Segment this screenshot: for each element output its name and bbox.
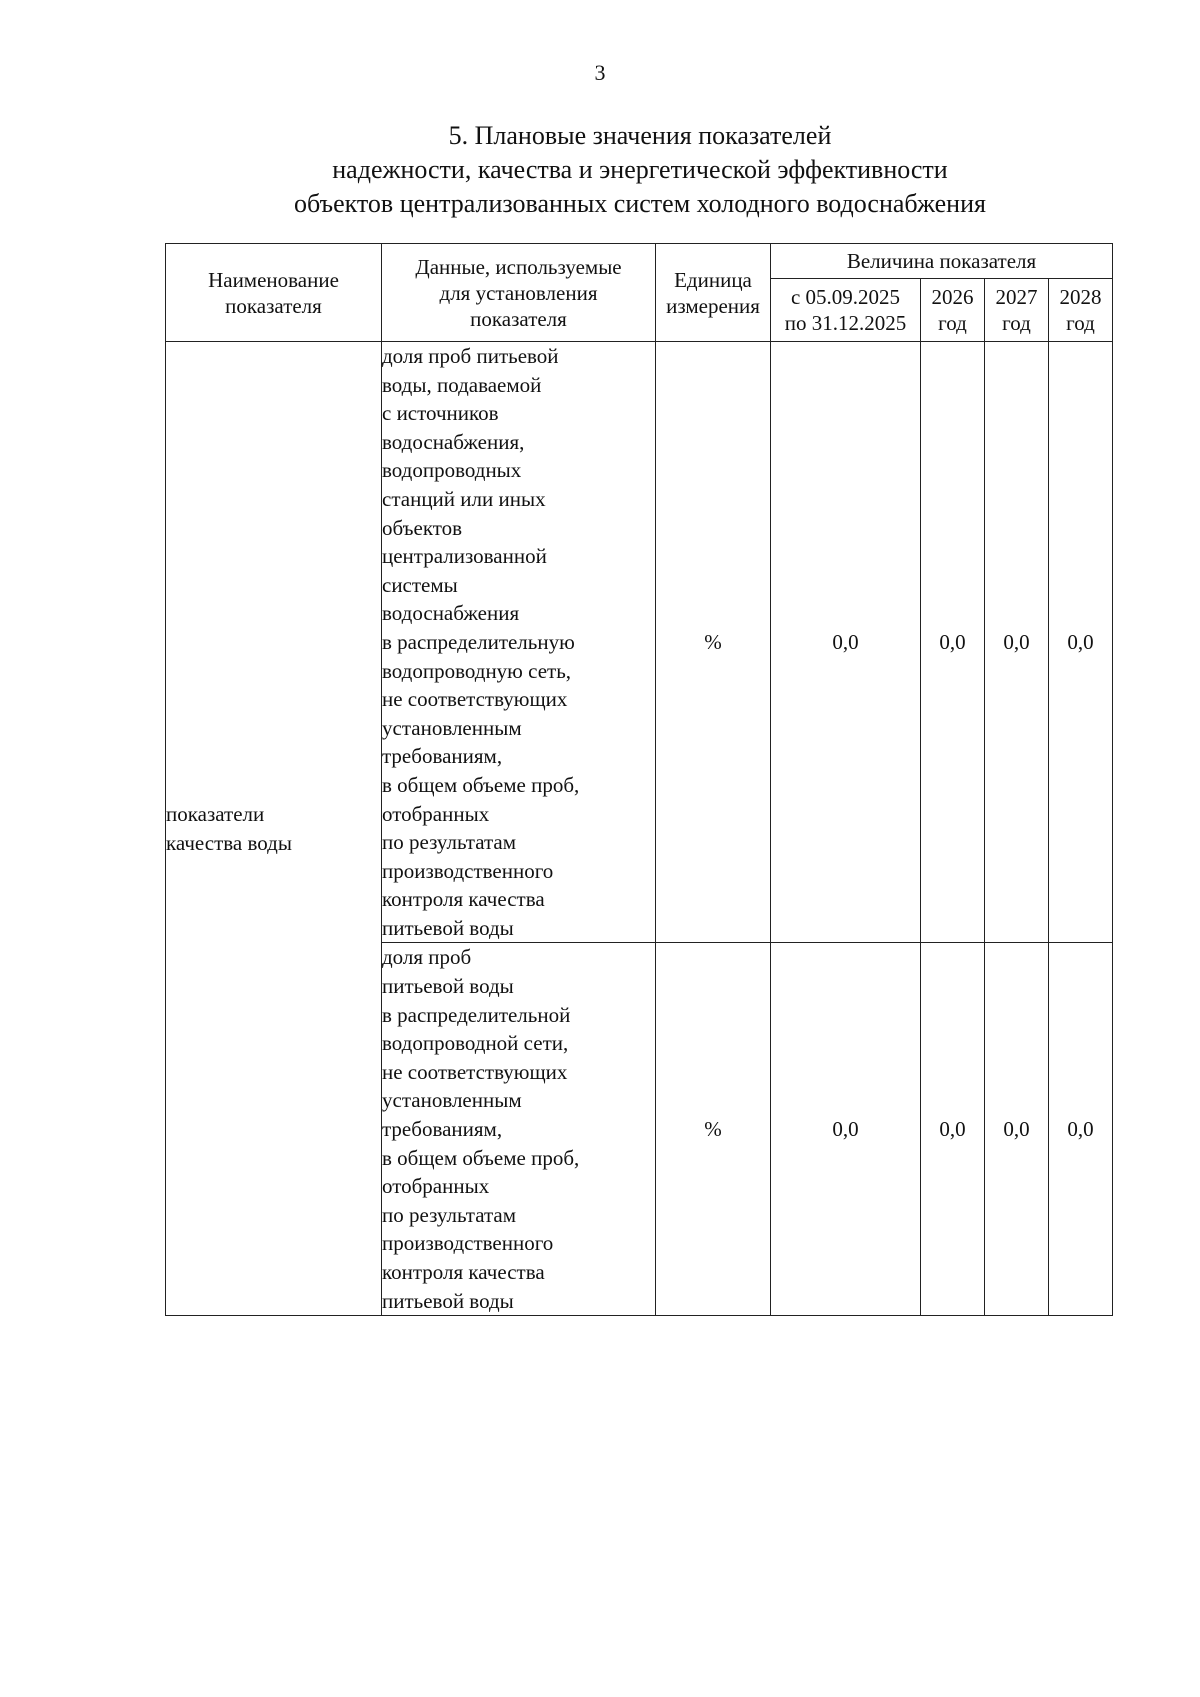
unit-cell: % xyxy=(656,943,771,1316)
value-cell: 0,0 xyxy=(771,342,921,943)
value-cell: 0,0 xyxy=(985,943,1049,1316)
header-year: 2027 год xyxy=(985,279,1049,342)
title-line: 5. Плановые значения показателей xyxy=(448,121,832,150)
header-indicator-name: Наименование показателя xyxy=(166,244,382,342)
value-cell: 0,0 xyxy=(1049,943,1113,1316)
value-cell: 0,0 xyxy=(921,943,985,1316)
title-line: объектов централизованных систем холодного водоснабжения xyxy=(294,189,986,218)
header-unit: Единица измерения xyxy=(656,244,771,342)
table-row xyxy=(166,342,1113,943)
header-source-data: Данные, используемые для установления показателя xyxy=(382,244,656,342)
header-year: 2028 год xyxy=(1049,279,1113,342)
unit-cell: % xyxy=(656,342,771,943)
header-indicator-value: Величина показателя xyxy=(771,244,1113,279)
value-cell: 0,0 xyxy=(771,943,921,1316)
indicators-table xyxy=(165,243,1113,1316)
indicator-group-name: показатели качества воды xyxy=(166,342,382,1316)
page-number: 3 xyxy=(594,60,606,85)
source-data-cell: доля проб питьевой воды, подаваемой с источников водоснабжения, водопроводных станций или иных объектов централизованной системы водоснабжения в распределительную водопроводную сеть, не соответствующих установленным требованиям, в общем объеме проб, отобранных по результатам производственного контроля качества питьевой воды xyxy=(382,342,656,943)
title-line: надежности, качества и энергетической эффективности xyxy=(332,155,948,184)
source-data-cell: доля проб питьевой воды в распределительной водопроводной сети, не соответствующих установленным требованиям, в общем объеме проб, отобранных по результатам производственного контроля качества питьевой воды xyxy=(382,943,656,1316)
header-period: с 05.09.2025 по 31.12.2025 xyxy=(771,279,921,342)
section-title xyxy=(160,119,1120,221)
value-cell: 0,0 xyxy=(1049,342,1113,943)
header-year: 2026 год xyxy=(921,279,985,342)
value-cell: 0,0 xyxy=(985,342,1049,943)
value-cell: 0,0 xyxy=(921,342,985,943)
